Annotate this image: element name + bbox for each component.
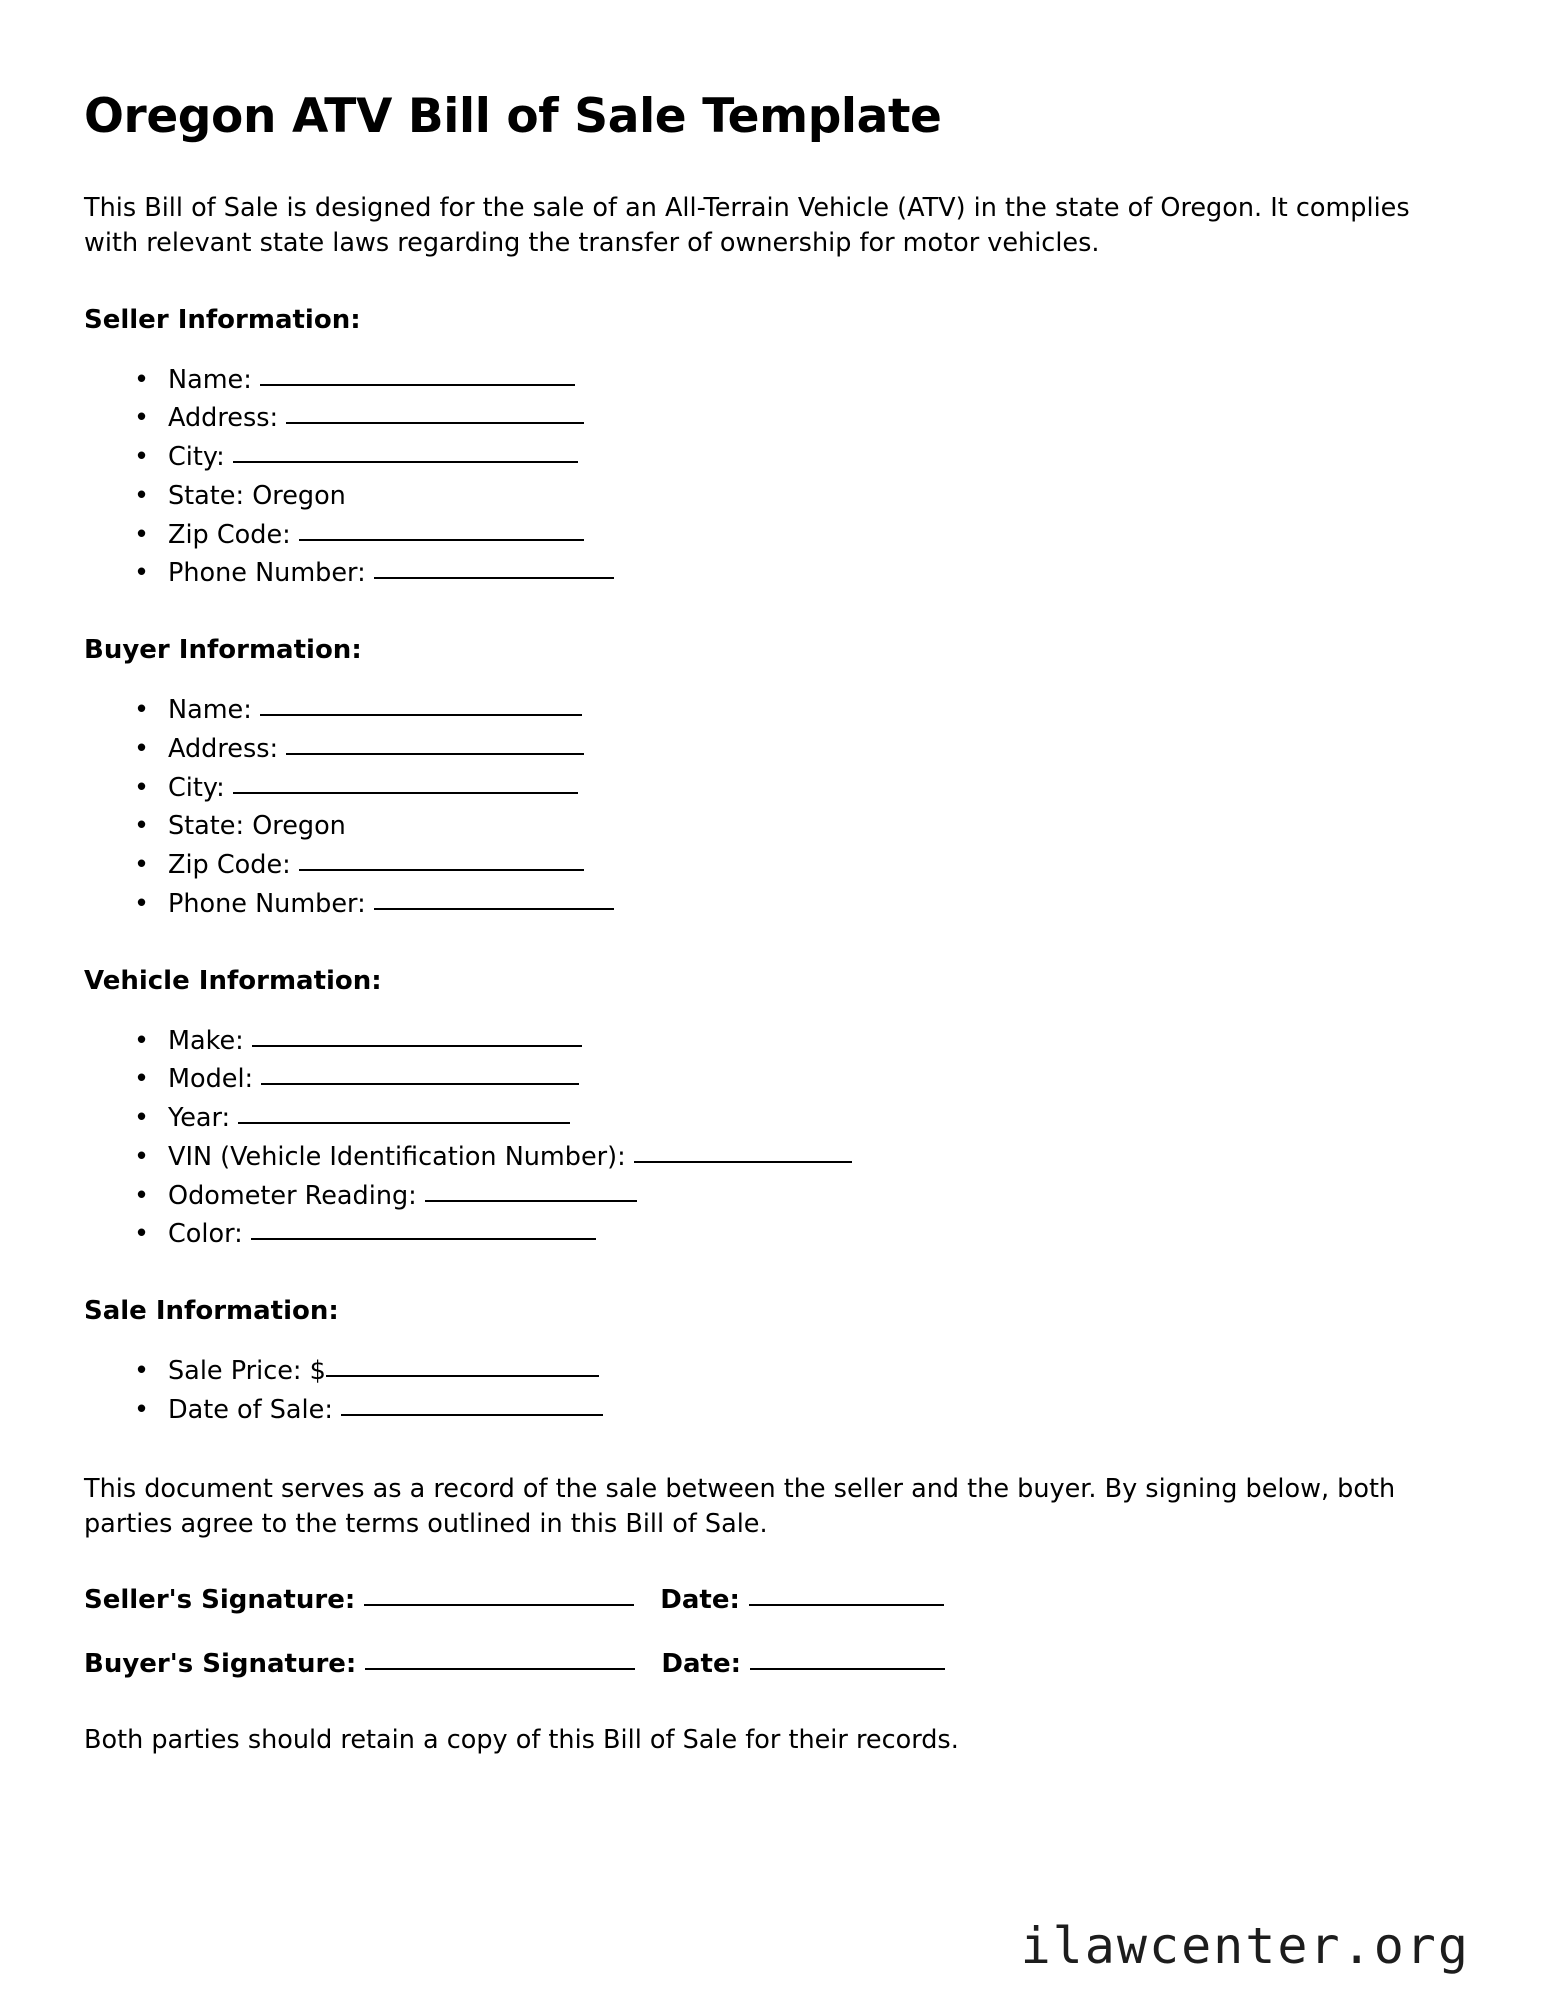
bullet-icon: • (134, 519, 150, 550)
buyer-information-section (84, 635, 1466, 924)
buyer-section-heading: Buyer Information: (84, 635, 362, 666)
bullet-icon: • (134, 733, 150, 764)
closing-paragraph: This document serves as a record of the sale between the seller and the buyer. By signing below, both parties agree to the terms outlined in this Bill of Sale. (84, 1473, 1396, 1539)
field-label: Name: (168, 695, 252, 726)
fill-in-blank[interactable] (252, 1045, 582, 1047)
bullet-icon: • (134, 1025, 150, 1056)
sale-field-list (84, 1352, 1466, 1430)
field-value: Oregon (244, 480, 346, 511)
field-list-item (134, 1060, 1466, 1099)
signature-label: Seller's Signature: (84, 1585, 356, 1616)
fill-in-blank[interactable] (286, 753, 584, 755)
buyer-field-list (84, 691, 1466, 924)
fill-in-blank[interactable] (341, 1414, 603, 1416)
signature-row (84, 1649, 1466, 1679)
field-list-item (134, 846, 1466, 885)
field-label: State: (168, 480, 245, 511)
field-list-item (134, 1177, 1466, 1216)
bullet-icon: • (134, 695, 150, 726)
seller-information-section (84, 305, 1466, 594)
bullet-icon: • (134, 850, 150, 881)
bullet-icon: • (134, 364, 150, 395)
bullet-icon: • (134, 1064, 150, 1095)
date-blank[interactable] (750, 1668, 945, 1670)
field-list-item (134, 1391, 1466, 1430)
field-list-item (134, 807, 1466, 846)
fill-in-blank[interactable] (261, 1083, 579, 1085)
bullet-icon: • (134, 772, 150, 803)
bullet-icon: • (134, 442, 150, 473)
signature-block (84, 1585, 1466, 1679)
field-list-item (134, 477, 1466, 516)
vehicle-field-list (84, 1022, 1466, 1255)
field-list-item (134, 1215, 1466, 1254)
intro-paragraph: This Bill of Sale is designed for the sale of an All-Terrain Vehicle (ATV) in the state of Oregon. It complies with relevant state laws regarding the transfer of ownership for motor vehicles. (84, 192, 1410, 258)
fill-in-blank[interactable] (251, 1238, 596, 1240)
bullet-icon: • (134, 1103, 150, 1134)
field-label: Year: (168, 1103, 231, 1134)
field-label: VIN (Vehicle Identification Number): (168, 1141, 626, 1172)
field-label: City: (168, 442, 225, 473)
fill-in-blank[interactable] (260, 714, 582, 716)
field-label: Model: (168, 1064, 254, 1095)
fill-in-blank[interactable] (374, 908, 614, 910)
signature-blank[interactable] (364, 1604, 634, 1606)
field-list-item (134, 769, 1466, 808)
bullet-icon: • (134, 1394, 150, 1425)
field-label: Odometer Reading: (168, 1180, 417, 1211)
bullet-icon: • (134, 403, 150, 434)
fill-in-blank[interactable] (233, 461, 578, 463)
site-watermark: ilawcenter.org (1020, 1917, 1470, 1975)
sale-section-heading: Sale Information: (84, 1296, 339, 1327)
field-value: Oregon (244, 811, 346, 842)
fill-in-blank[interactable] (299, 539, 584, 541)
field-list-item (134, 1099, 1466, 1138)
retain-copy-paragraph: Both parties should retain a copy of this Bill of Sale for their records. (84, 1725, 959, 1756)
field-list-item (134, 1138, 1466, 1177)
field-list-item (134, 554, 1466, 593)
field-label: Phone Number: (168, 888, 366, 919)
bullet-icon: • (134, 1180, 150, 1211)
field-label: City: (168, 772, 225, 803)
field-list-item (134, 361, 1466, 400)
bullet-icon: • (134, 888, 150, 919)
field-list-item (134, 691, 1466, 730)
bullet-icon: • (134, 811, 150, 842)
field-list-item (134, 1352, 1466, 1391)
bullet-icon: • (134, 1219, 150, 1250)
field-list-item (134, 399, 1466, 438)
field-label: Color: (168, 1219, 243, 1250)
fill-in-blank[interactable] (299, 869, 584, 871)
signature-blank[interactable] (365, 1668, 635, 1670)
field-list-item (134, 438, 1466, 477)
bullet-icon: • (134, 558, 150, 589)
signature-label: Buyer's Signature: (84, 1649, 357, 1680)
field-label: Sale Price: $ (168, 1356, 326, 1387)
fill-in-blank[interactable] (286, 422, 584, 424)
page-title: Oregon ATV Bill of Sale Template (84, 89, 942, 144)
fill-in-blank[interactable] (374, 577, 614, 579)
field-label: Date of Sale: (168, 1394, 333, 1425)
field-label: Phone Number: (168, 558, 366, 589)
field-list-item (134, 730, 1466, 769)
signature-row (84, 1585, 1466, 1615)
seller-section-heading: Seller Information: (84, 304, 361, 335)
field-label: Name: (168, 364, 252, 395)
bullet-icon: • (134, 480, 150, 511)
fill-in-blank[interactable] (326, 1375, 599, 1377)
fill-in-blank[interactable] (260, 384, 575, 386)
field-list-item (134, 1022, 1466, 1061)
field-label: Address: (168, 403, 279, 434)
vehicle-section-heading: Vehicle Information: (84, 965, 382, 996)
sale-information-section (84, 1296, 1466, 1430)
date-label: Date: (660, 1585, 740, 1616)
seller-field-list (84, 361, 1466, 594)
fill-in-blank[interactable] (233, 792, 578, 794)
vehicle-information-section (84, 966, 1466, 1255)
field-label: Zip Code: (168, 519, 291, 550)
field-label: Address: (168, 733, 279, 764)
bullet-icon: • (134, 1141, 150, 1172)
fill-in-blank[interactable] (634, 1161, 852, 1163)
field-label: Make: (168, 1025, 244, 1056)
field-label: Zip Code: (168, 850, 291, 881)
field-label: State: (168, 811, 245, 842)
bullet-icon: • (134, 1356, 150, 1387)
date-blank[interactable] (749, 1604, 944, 1606)
fill-in-blank[interactable] (238, 1122, 570, 1124)
date-label: Date: (661, 1649, 741, 1680)
field-list-item (134, 885, 1466, 924)
fill-in-blank[interactable] (425, 1200, 637, 1202)
field-list-item (134, 516, 1466, 555)
